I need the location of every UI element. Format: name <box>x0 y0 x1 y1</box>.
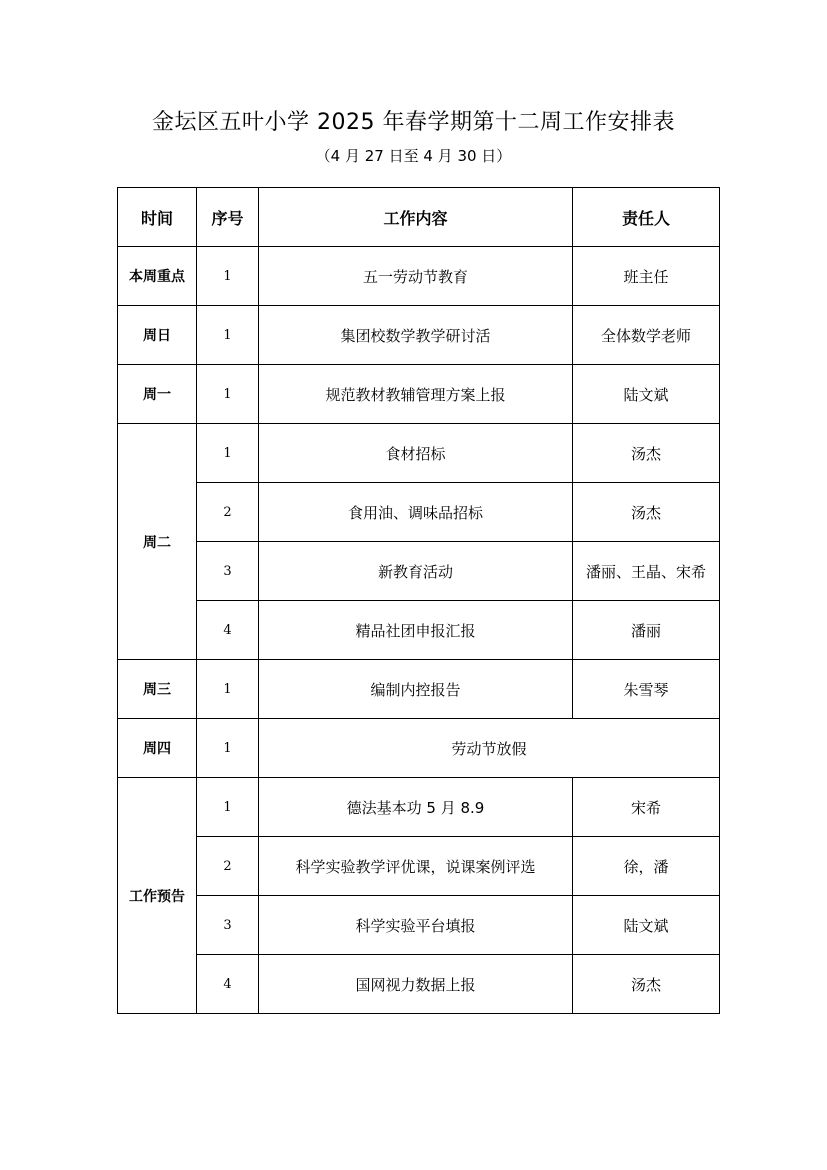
date-range-subtitle: （4 月 27 日至 4 月 30 日） <box>315 147 512 165</box>
number-cell: 3 <box>197 542 259 601</box>
number-cell: 1 <box>197 660 259 719</box>
day-cell: 周二 <box>118 424 197 660</box>
header-task: 工作内容 <box>259 188 573 247</box>
table-row <box>118 424 720 483</box>
person-cell: 陆文斌 <box>573 365 720 424</box>
table-row <box>118 483 720 542</box>
table-row <box>118 778 720 837</box>
task-cell: 集团校数学教学研讨活 <box>259 306 573 365</box>
number-cell: 2 <box>197 483 259 542</box>
day-cell: 周四 <box>118 719 197 778</box>
number-cell: 2 <box>197 837 259 896</box>
number-cell: 4 <box>197 955 259 1014</box>
table-row <box>118 955 720 1014</box>
day-cell: 周三 <box>118 660 197 719</box>
table-row <box>118 837 720 896</box>
document-title: 金坛区五叶小学 2025 年春学期第十二周工作安排表 <box>152 110 675 135</box>
person-cell: 潘丽 <box>573 601 720 660</box>
task-cell: 劳动节放假 <box>259 719 720 778</box>
day-cell: 本周重点 <box>118 247 197 306</box>
table-row <box>118 660 720 719</box>
number-cell: 1 <box>197 247 259 306</box>
table-row <box>118 306 720 365</box>
number-cell: 1 <box>197 424 259 483</box>
task-cell: 食用油、调味品招标 <box>259 483 573 542</box>
day-cell: 周一 <box>118 365 197 424</box>
person-cell: 徐，潘 <box>573 837 720 896</box>
person-cell: 班主任 <box>573 247 720 306</box>
person-cell: 汤杰 <box>573 483 720 542</box>
task-cell: 食材招标 <box>259 424 573 483</box>
task-cell: 精品社团申报汇报 <box>259 601 573 660</box>
person-cell: 汤杰 <box>573 424 720 483</box>
number-cell: 1 <box>197 719 259 778</box>
task-cell: 编制内控报告 <box>259 660 573 719</box>
day-cell: 周日 <box>118 306 197 365</box>
task-cell: 科学实验平台填报 <box>259 896 573 955</box>
task-cell: 新教育活动 <box>259 542 573 601</box>
schedule-table <box>117 187 720 1014</box>
task-cell: 科学实验教学评优课，说课案例评选 <box>259 837 573 896</box>
person-cell: 汤杰 <box>573 955 720 1014</box>
task-cell: 国网视力数据上报 <box>259 955 573 1014</box>
number-cell: 3 <box>197 896 259 955</box>
task-cell: 规范教材教辅管理方案上报 <box>259 365 573 424</box>
table-row <box>118 601 720 660</box>
table-row <box>118 365 720 424</box>
table-row <box>118 247 720 306</box>
table-row <box>118 542 720 601</box>
person-cell: 宋希 <box>573 778 720 837</box>
person-cell: 陆文斌 <box>573 896 720 955</box>
task-cell: 五一劳动节教育 <box>259 247 573 306</box>
table-header-row <box>118 188 720 247</box>
number-cell: 4 <box>197 601 259 660</box>
person-cell: 潘丽、王晶、宋希 <box>573 542 720 601</box>
header-person: 责任人 <box>573 188 720 247</box>
number-cell: 1 <box>197 365 259 424</box>
table-row <box>118 719 720 778</box>
task-cell: 德法基本功 5 月 8.9 <box>259 778 573 837</box>
number-cell: 1 <box>197 778 259 837</box>
person-cell: 全体数学老师 <box>573 306 720 365</box>
number-cell: 1 <box>197 306 259 365</box>
day-cell: 工作预告 <box>118 778 197 1014</box>
person-cell: 朱雪琴 <box>573 660 720 719</box>
header-number: 序号 <box>197 188 259 247</box>
header-time: 时间 <box>118 188 197 247</box>
table-row <box>118 896 720 955</box>
